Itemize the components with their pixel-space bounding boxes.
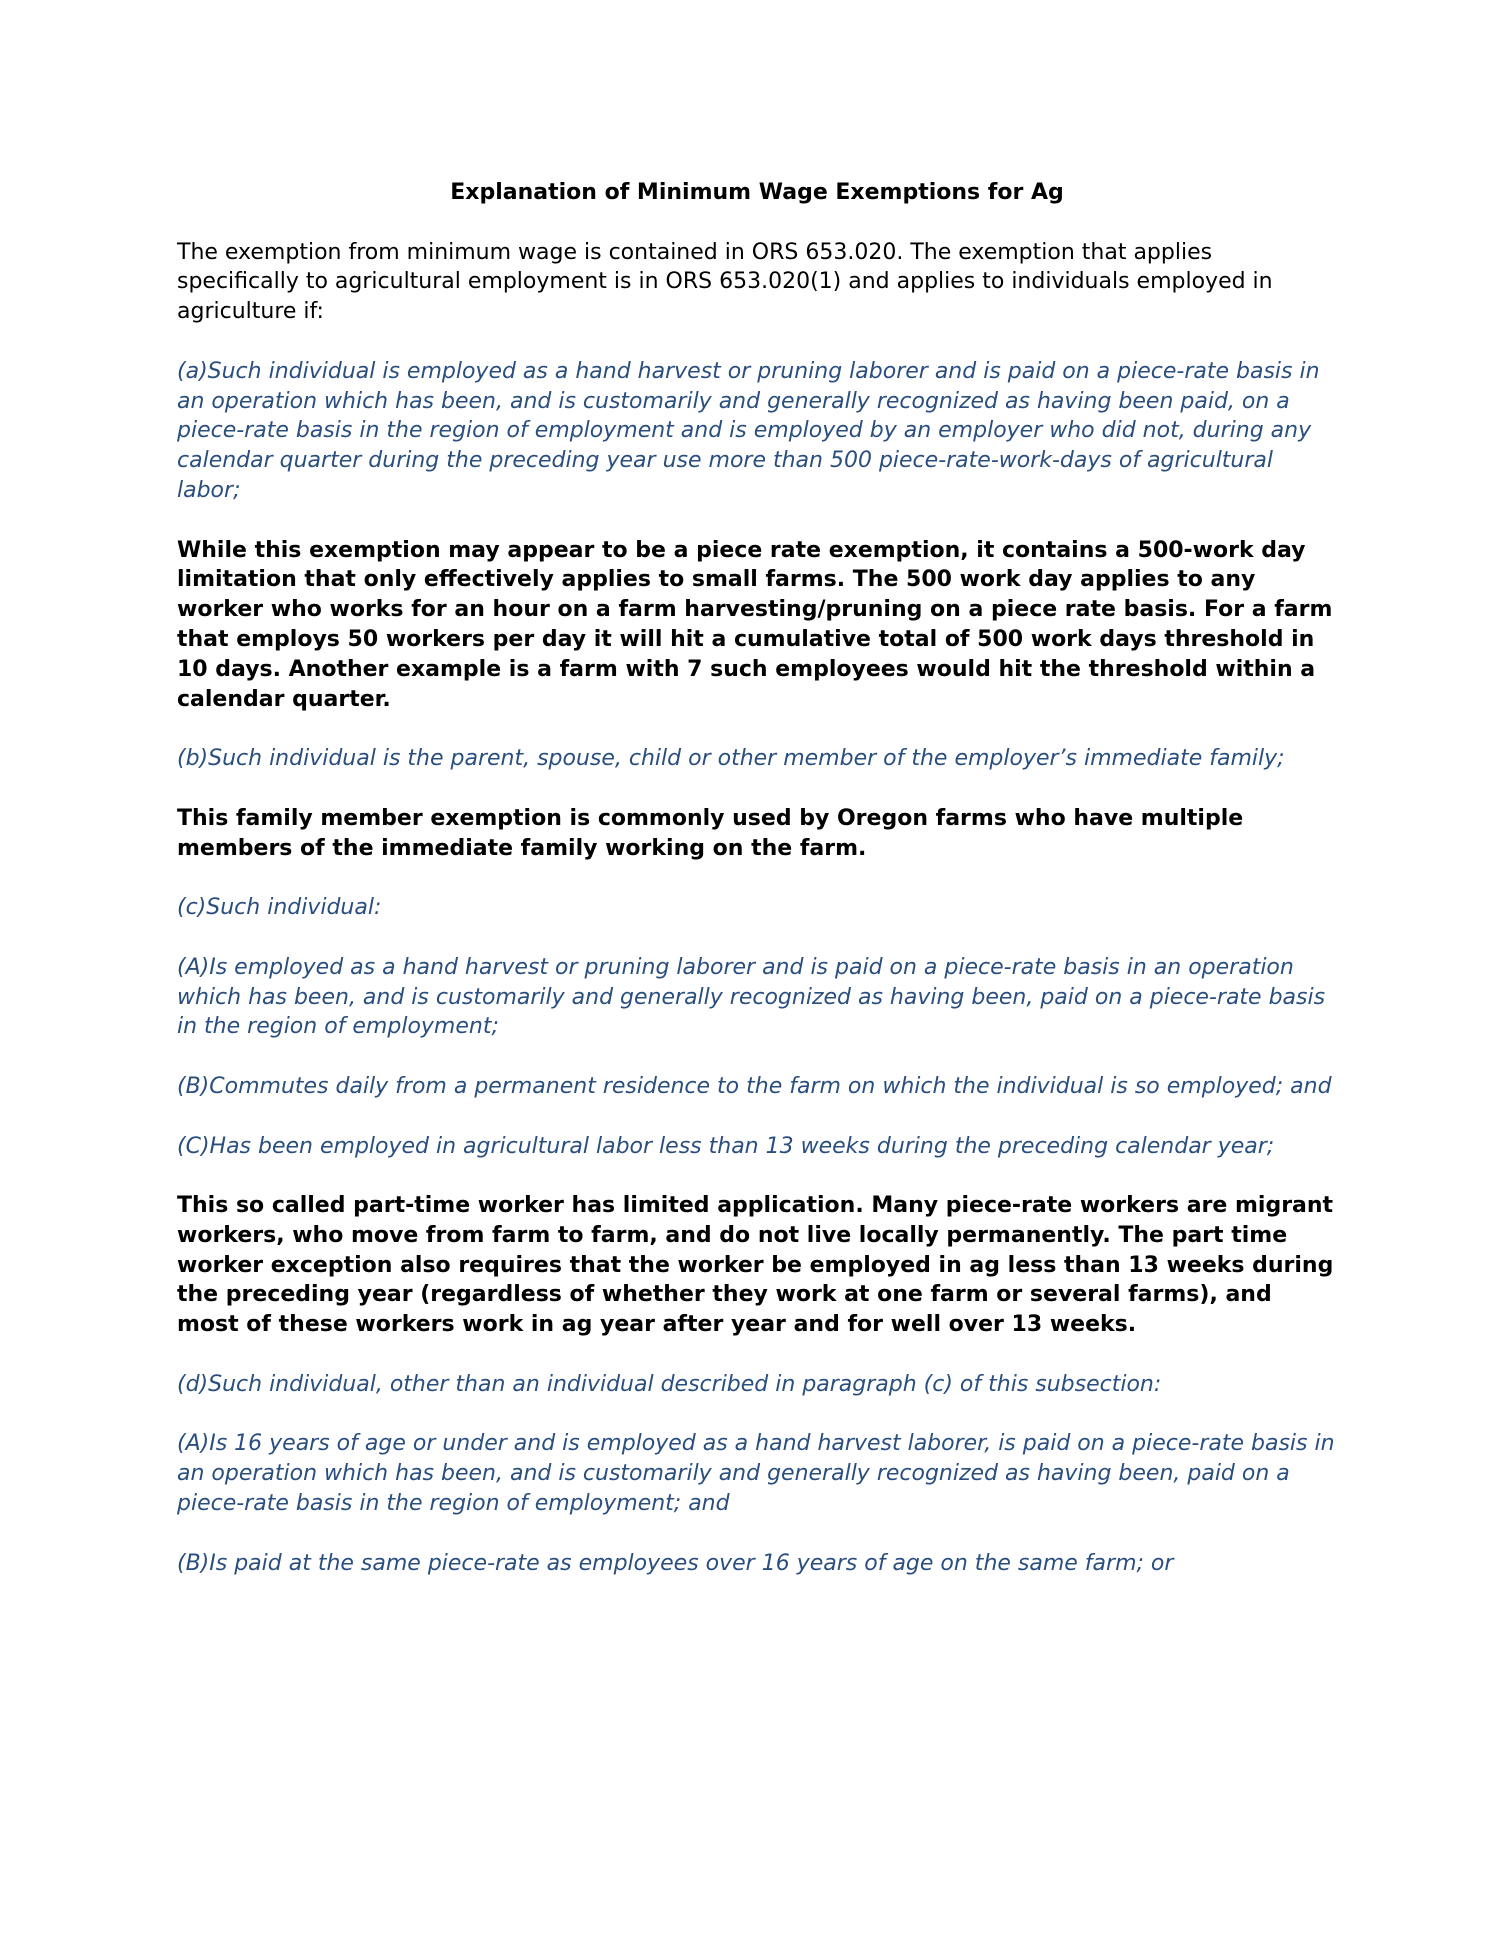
statute-quote: (b)Such individual is the parent, spouse, child or other member of the employer’s immediate family; [177,746,1285,772]
paragraph-list [177,357,1337,1579]
document-page [177,178,1337,1608]
statute-quote: (C)Has been employed in agricultural labor less than 13 weeks during the preceding calendar year; [177,1133,1275,1159]
statute-quote: (c)Such individual: [177,895,382,921]
statute-quote: (A)Is employed as a hand harvest or pruning laborer and is paid on a piece-rate basis in an operation which has been, and is customarily and generally recognized as having been, paid on a piece-rate basis in the region of employment; [177,954,1326,1040]
statute-quote: (a)Such individual is employed as a hand harvest or pruning laborer and is paid on a piece-rate basis in an operation which has been, and is customarily and generally recognized as having been paid, on a piece-rate basis in the region of employment and is employed by an employer who did not, during any calendar quarter during the preceding year use more than 500 piece-rate-work-days of agricultural labor; [177,358,1320,503]
statute-quote: (B)Commutes daily from a permanent residence to the farm on which the individual is so employed; and [177,1073,1332,1099]
statute-quote: (B)Is paid at the same piece-rate as employees over 16 years of age on the same farm; or [177,1550,1174,1576]
intro-paragraph: The exemption from minimum wage is contained in ORS 653.020. The exemption that applies specifically to agricultural employment is in ORS 653.020(1) and applies to individuals employed in agriculture if: [177,239,1273,325]
commentary-paragraph: This so called part-time worker has limited application. Many piece-rate workers are migrant workers, who move from farm to farm, and do not live locally permanently. The part time worker exception also requires that the worker be employed in ag less than 13 weeks during the preceding year (regardless of whether they work at one farm or several farms), and most of these workers work in ag year after year and for well over 13 weeks. [177,1193,1334,1338]
document-title: Explanation of Minimum Wage Exemptions for Ag [450,180,1064,205]
commentary-paragraph: This family member exemption is commonly used by Oregon farms who have multiple members of the immediate family working on the farm. [177,805,1244,861]
commentary-paragraph: While this exemption may appear to be a piece rate exemption, it contains a 500-work day limitation that only effectively applies to small farms. The 500 work day applies to any worker who works for an hour on a farm harvesting/pruning on a piece rate basis. For a farm that employs 50 workers per day it will hit a cumulative total of 500 work days threshold in 10 days. Another example is a farm with 7 such employees would hit the threshold within a calendar quarter. [177,537,1333,712]
statute-quote: (A)Is 16 years of age or under and is employed as a hand harvest laborer, is paid on a piece-rate basis in an operation which has been, and is customarily and generally recognized as having been, paid on a piece-rate basis in the region of employment; and [177,1431,1335,1517]
statute-quote: (d)Such individual, other than an individual described in paragraph (c) of this subsection: [177,1371,1162,1397]
